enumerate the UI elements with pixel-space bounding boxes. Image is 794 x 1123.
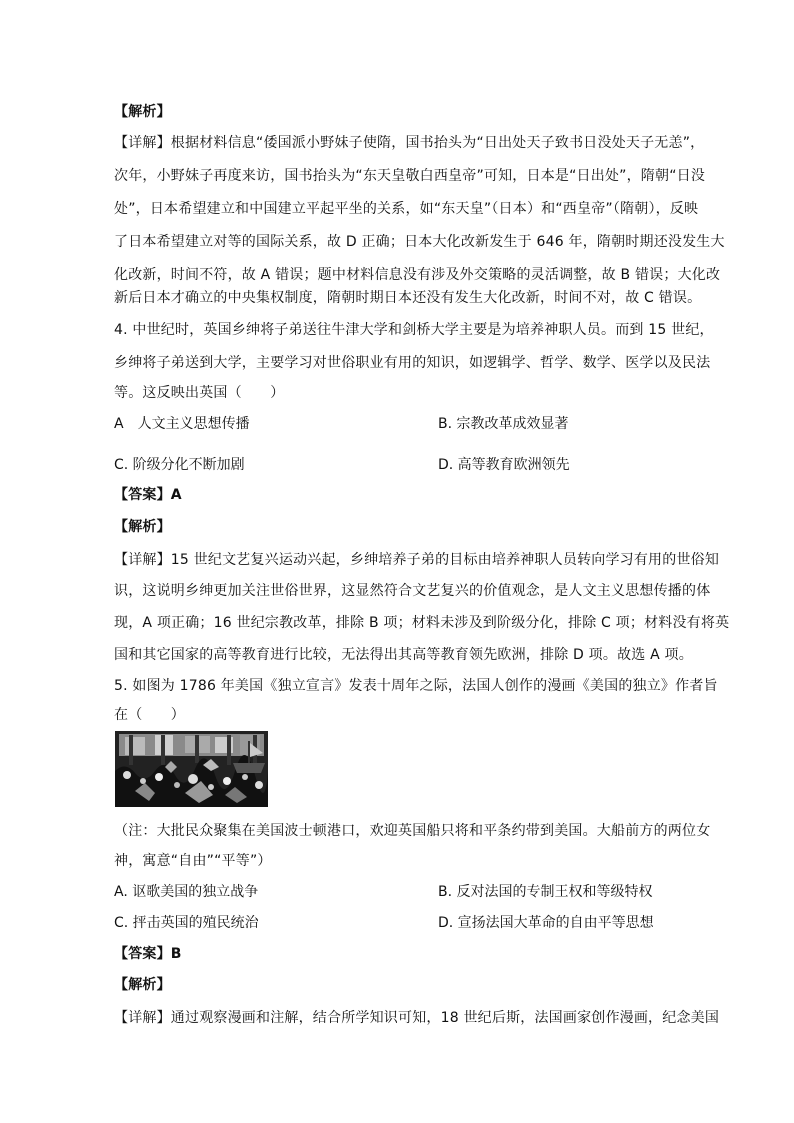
q5-note-line: （注：大批民众聚集在美国波士顿港口，欢迎英国船只将和平条约带到美国。大船前方的两位女 <box>114 823 711 839</box>
q4-detail-line: 识，这说明乡绅更加关注世俗世界，这显然符合文艺复兴的价值观念，是人文主义思想传播的体 <box>114 583 711 599</box>
q3-detail-line: 化改新，时间不符，故 A 错误；题中材料信息没有涉及外交策略的灵活调整，故 B 错误；大化改 <box>114 267 721 283</box>
q4-stem-line: 4. 中世纪时，英国乡绅将子弟送往牛津大学和剑桥大学主要是为培养神职人员。而到 15 世纪， <box>114 322 714 338</box>
q4-detail-line: 现，A 项正确；16 世纪宗教改革，排除 B 项；材料未涉及到阶级分化，排除 C 项；材料没有将英 <box>114 615 730 631</box>
cartoon-illustration <box>115 731 268 807</box>
q3-detail-line: 了日本希望建立对等的国际关系，故 D 正确；日本大化改新发生于 646 年，隋朝时期还没发生大 <box>114 234 725 250</box>
q4-stem-line: 乡绅将子弟送到大学，主要学习对世俗职业有用的知识，如逻辑学、哲学、数学、医学以及民法 <box>114 355 711 371</box>
q4-answer: 【答案】A <box>114 487 182 503</box>
cartoon-image <box>115 731 268 807</box>
q5-option-d: D. 宣扬法国大革命的自由平等思想 <box>438 915 654 931</box>
q3-detail-line: 处”，日本希望建立和中国建立平起平坐的关系，如“东天皇”（日本）和“西皇帝”（隋朝），反映 <box>114 201 699 217</box>
q5-stem-line: 5. 如图为 1786 年美国《独立宣言》发表十周年之际，法国人创作的漫画《美国的独立》作者旨 <box>114 678 718 694</box>
q4-option-d: D. 高等教育欧洲领先 <box>438 457 570 473</box>
q5-option-c: C. 抨击英国的殖民统治 <box>114 915 259 931</box>
q3-detail-line: 次年，小野妹子再度来访，国书抬头为“东天皇敬白西皇帝”可知，日本是“日出处”，隋朝“日没 <box>114 168 706 184</box>
q4-option-c: C. 阶级分化不断加剧 <box>114 457 245 473</box>
q5-note-line: 神，寓意“自由”“平等”） <box>114 853 272 869</box>
q4-stem-line: 等。这反映出英国（ ） <box>114 385 285 401</box>
q3-detail-line: 新后日本才确立的中央集权制度，隋朝时期日本还没有发生大化改新，时间不对，故 C 错误。 <box>114 290 702 306</box>
q4-detail-line: 【详解】15 世纪文艺复兴运动兴起，乡绅培养子弟的目标由培养神职人员转向学习有用的世俗知 <box>114 552 720 568</box>
q4-option-a: A 人文主义思想传播 <box>114 416 250 432</box>
q4-option-b: B. 宗教改革成效显著 <box>438 416 569 432</box>
q4-analysis-label: 【解析】 <box>114 519 171 535</box>
q5-answer: 【答案】B <box>114 946 182 962</box>
q5-option-a: A. 讴歌美国的独立战争 <box>114 884 259 900</box>
q5-detail-line: 【详解】通过观察漫画和注解，结合所学知识可知，18 世纪后斯，法国画家创作漫画，纪念美国 <box>114 1010 720 1026</box>
q5-analysis-label: 【解析】 <box>114 977 171 993</box>
q5-stem-line: 在（ ） <box>114 707 185 723</box>
q3-detail-line: 【详解】根据材料信息“倭国派小野妹子使隋，国书抬头为“日出处天子致书日没处天子无恙”， <box>114 135 705 151</box>
q5-option-b: B. 反对法国的专制王权和等级特权 <box>438 884 653 900</box>
q4-detail-line: 国和其它国家的高等教育进行比较，无法得出其高等教育领先欧洲，排除 D 项。故选 A 项。 <box>114 647 693 663</box>
q3-analysis-label: 【解析】 <box>114 104 171 120</box>
